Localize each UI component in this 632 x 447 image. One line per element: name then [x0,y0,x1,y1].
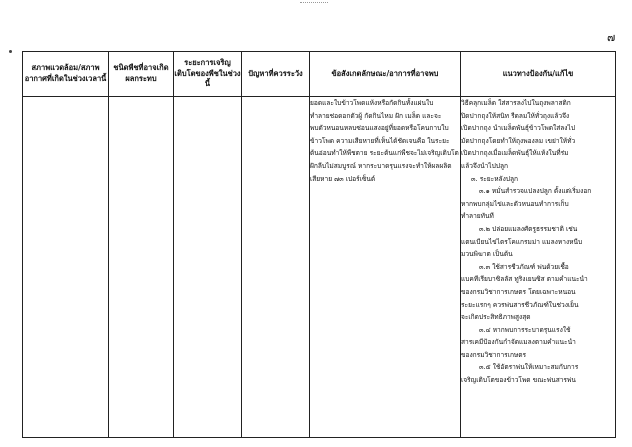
observation-line: ข้าวโพด ความเสียหายที่เห็นได้ชัดเจนคือ ในระยะ [310,136,450,145]
header-prevention: แนวทางป้องกัน/แก้ไข [461,52,616,97]
guidance-table [22,51,616,438]
header-affected-crop: ชนิดพืชที่อาจเกิดผลกระทบ [109,52,174,97]
header-environment: สภาพแวดล้อม/สภาพอากาศที่เกิดในช่วงเวลานี้ [23,52,109,97]
prevention-line: แล้วจึงนำไปปลูก [461,161,509,170]
prevention-line: เปิดปากถุงเมื่อเมล็ดพันธุ์ให้แห้งในที่ร่ม [461,149,569,158]
table-row [23,97,616,438]
prevention-line: ทำลายทันที [461,212,494,221]
observation-line: พบตัวหนอนหลบซ่อนแสงอยู่ที่ยอดหรือโคนกาบใบ [310,124,449,133]
prevention-line: ๓.๔ หากพบการระบาดรุนแรงใช้ [479,325,571,334]
header-problem: ปัญหาที่ควรระวัง [242,52,310,97]
cell-environment [23,97,109,438]
cell-prevention [461,97,616,438]
prevention-line: ๓.๒ ปล่อยแมลงศัตรูธรรมชาติ เช่น [479,224,578,233]
observation-line: ต้นอ่อนทำให้พืชตาย ระยะต้นแก่พืชจะไม่เจริญเติบโต [310,149,459,158]
prevention-line: ของกรมวิชาการเกษตร โดยเฉพาะหนอน [461,287,576,296]
header-growth-stage: ระยะการเจริญเติบโตของพืชในช่วงนี้ [174,52,242,97]
observation-line: ฝักลีบไม่สมบูรณ์ หากระบาดรุนแรงจะทำให้ผลผลิต [310,161,452,170]
prevention-line: ระยะแรกๆ ควรพ่นสารชีวภัณฑ์ในช่วงเย็น [461,300,579,309]
observation-line: เสียหาย ๗๓ เปอร์เซ็นต์ [310,174,376,183]
table-header-row [23,52,616,97]
prevention-line: เปิดปากถุง นำเมล็ดพันธุ์ข้าวโพดใส่ลงไป [461,124,576,133]
prevention-line: แตนเบียนไข่ไตรโคแกรมม่า แมลงหางหนีบ [461,237,583,246]
margin-dot [9,50,12,53]
prevention-line: ของกรมวิชาการเกษตร [461,350,527,359]
prevention-line: ๓.๑ หมั่นสำรวจแปลงปลูก ตั้งแต่เริ่มงอก [479,187,592,196]
prevention-line: ปิดปากถุงให้สนิท รีดลมให้ทั่วถุงแล้วจึง [461,111,570,120]
prevention-line: ๓.๓ ใช้สารชีวภัณฑ์ พ่นด้วยเชื้อ [479,262,569,271]
page-number: ๗ [607,31,616,44]
prevention-line: เจริญเติบโตของข้าวโพด ขณะพ่นสารพ่น [461,376,576,385]
prevention-line: มวนพิฆาต เป็นต้น [461,250,513,259]
prevention-section-heading: ๓. ระยะหลังปลูก [471,174,519,183]
prevention-line: สารเคมีป้องกันกำจัดแมลงตามคำแนะนำ [461,338,576,347]
prevention-line: ๓.๕ ใช้อัตราพ่นให้เหมาะสมกับการ [479,363,579,372]
cell-growth-stage [174,97,242,438]
header-observation: ข้อสังเกตลักษณะ/อาการที่อาจพบ [310,52,461,97]
cell-observation [310,97,461,438]
prevention-line: วิธีคลุกเมล็ด ใส่สารลงไปในถุงพลาสติก [461,99,571,107]
prevention-line: แบคทีเรียบาซิลลัส ทูริงเยนซิส ตามคำแนะนำ [461,275,588,284]
cell-affected-crop [109,97,174,438]
observation-line: ทำลายช่อดอกตัวผู้ กัดกินไหม ฝัก เมล็ด และจะ [310,111,442,120]
prevention-line: มัดปากถุงโดยทำให้ถุงพองลม เขย่าให้ทั่ว [461,136,576,145]
observation-line: ยอดและใบข้าวโพดแห้งหรือกัดกินทั้งแผ่นใบ [310,99,434,107]
prevention-line: หากพบกลุ่มไข่และตัวหนอนทำการเก็บ [461,199,569,208]
cell-problem [242,97,310,438]
prevention-line: จะเกิดประสิทธิภาพสูงสุด [461,313,531,322]
top-scan-mark [300,2,328,8]
